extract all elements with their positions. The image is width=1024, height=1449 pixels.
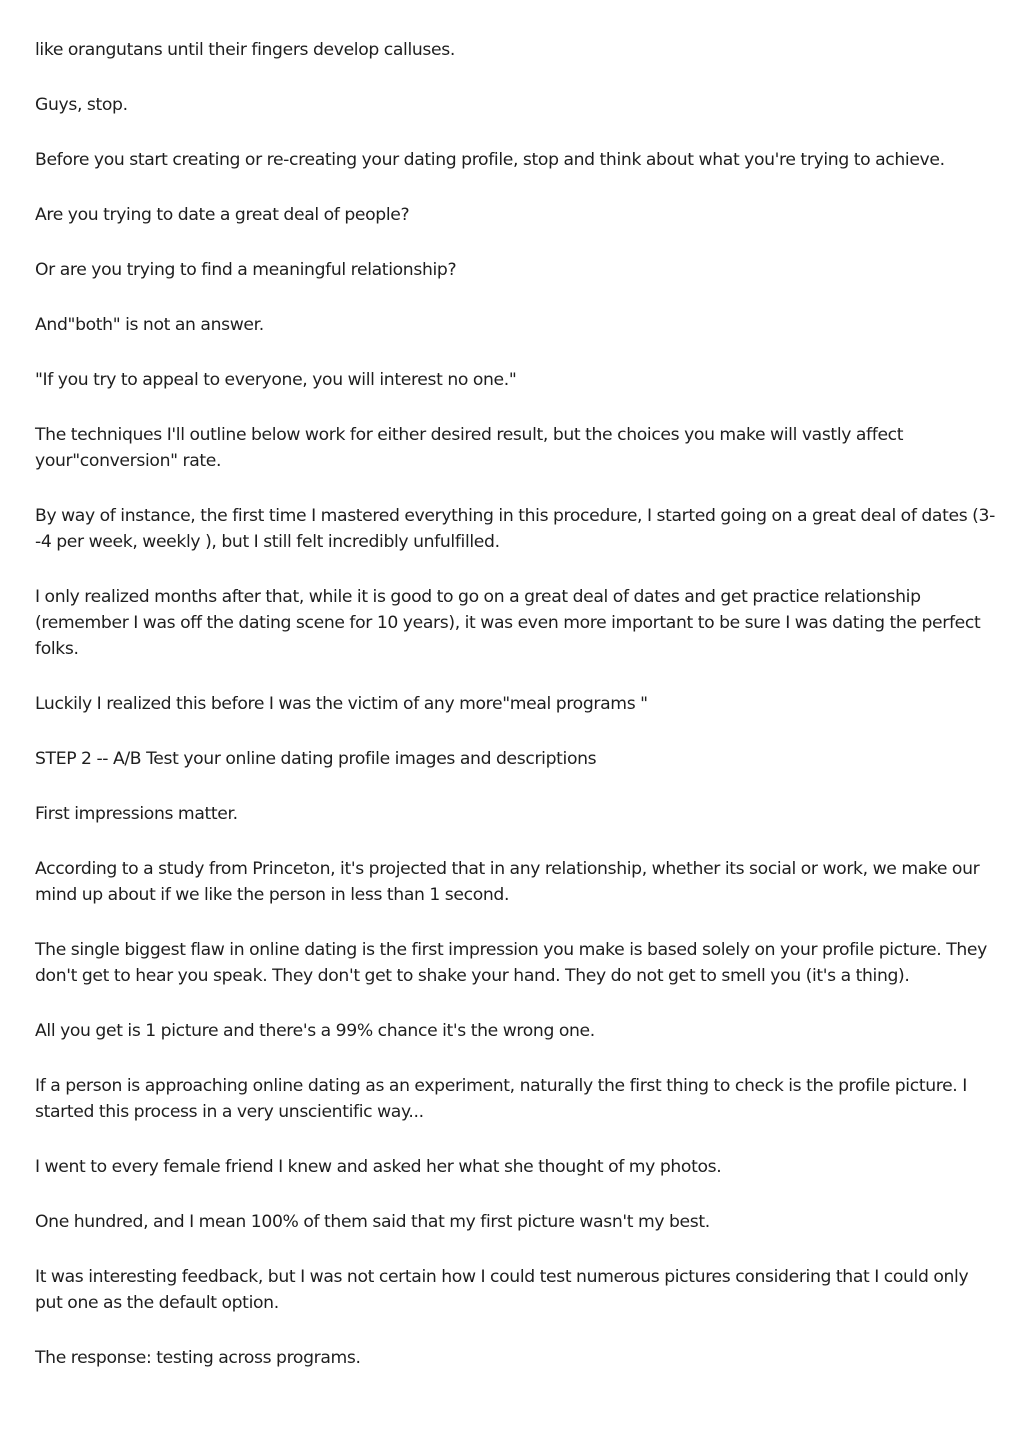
paragraph: First impressions matter. [35, 804, 238, 824]
paragraph: I only realized months after that, while it is good to go on a great deal of dates and get practice relationship (remember I was off the dating scene for 10 years), it was even more important to be sure I was dating the perfect folks. [35, 587, 981, 659]
paragraph: By way of instance, the first time I mastered everything in this procedure, I started going on a great deal of dates (3--4 per week, weekly ), but I still felt incredibly unfulfilled. [35, 506, 995, 552]
paragraph: Or are you trying to find a meaningful relationship? [35, 260, 457, 280]
paragraph: If a person is approaching online dating as an experiment, naturally the first thing to check is the profile picture. I started this process in a very unscientific way... [35, 1076, 967, 1122]
paragraph: According to a study from Princeton, it's projected that in any relationship, whether its social or work, we make our mind up about if we like the person in less than 1 second. [35, 859, 980, 905]
paragraph: The techniques I'll outline below work for either desired result, but the choices you make will vastly affect your"conversion" rate. [35, 425, 904, 471]
paragraph: One hundred, and I mean 100% of them said that my first picture wasn't my best. [35, 1212, 710, 1232]
quote-paragraph: "If you try to appeal to everyone, you will interest no one." [35, 370, 517, 390]
paragraph: Guys, stop. [35, 95, 128, 115]
document-body [35, 37, 995, 1400]
paragraph: It was interesting feedback, but I was not certain how I could test numerous pictures considering that I could only put one as the default option. [35, 1267, 969, 1313]
paragraph: Luckily I realized this before I was the victim of any more"meal programs " [35, 694, 648, 714]
paragraph: I went to every female friend I knew and asked her what she thought of my photos. [35, 1157, 722, 1177]
paragraph: And"both" is not an answer. [35, 315, 264, 335]
paragraph: All you get is 1 picture and there's a 99% chance it's the wrong one. [35, 1021, 595, 1041]
paragraph: The single biggest flaw in online dating is the first impression you make is based solely on your profile picture. They don't get to hear you speak. They don't get to shake your hand. They do not get to smell you (it's a thing). [35, 940, 987, 986]
paragraph: like orangutans until their fingers develop calluses. [35, 40, 455, 60]
paragraph: Before you start creating or re-creating your dating profile, stop and think about what you're trying to achieve. [35, 150, 945, 170]
paragraph: Are you trying to date a great deal of people? [35, 205, 410, 225]
paragraph: The response: testing across programs. [35, 1348, 361, 1368]
step-heading: STEP 2 -- A/B Test your online dating profile images and descriptions [35, 749, 597, 769]
